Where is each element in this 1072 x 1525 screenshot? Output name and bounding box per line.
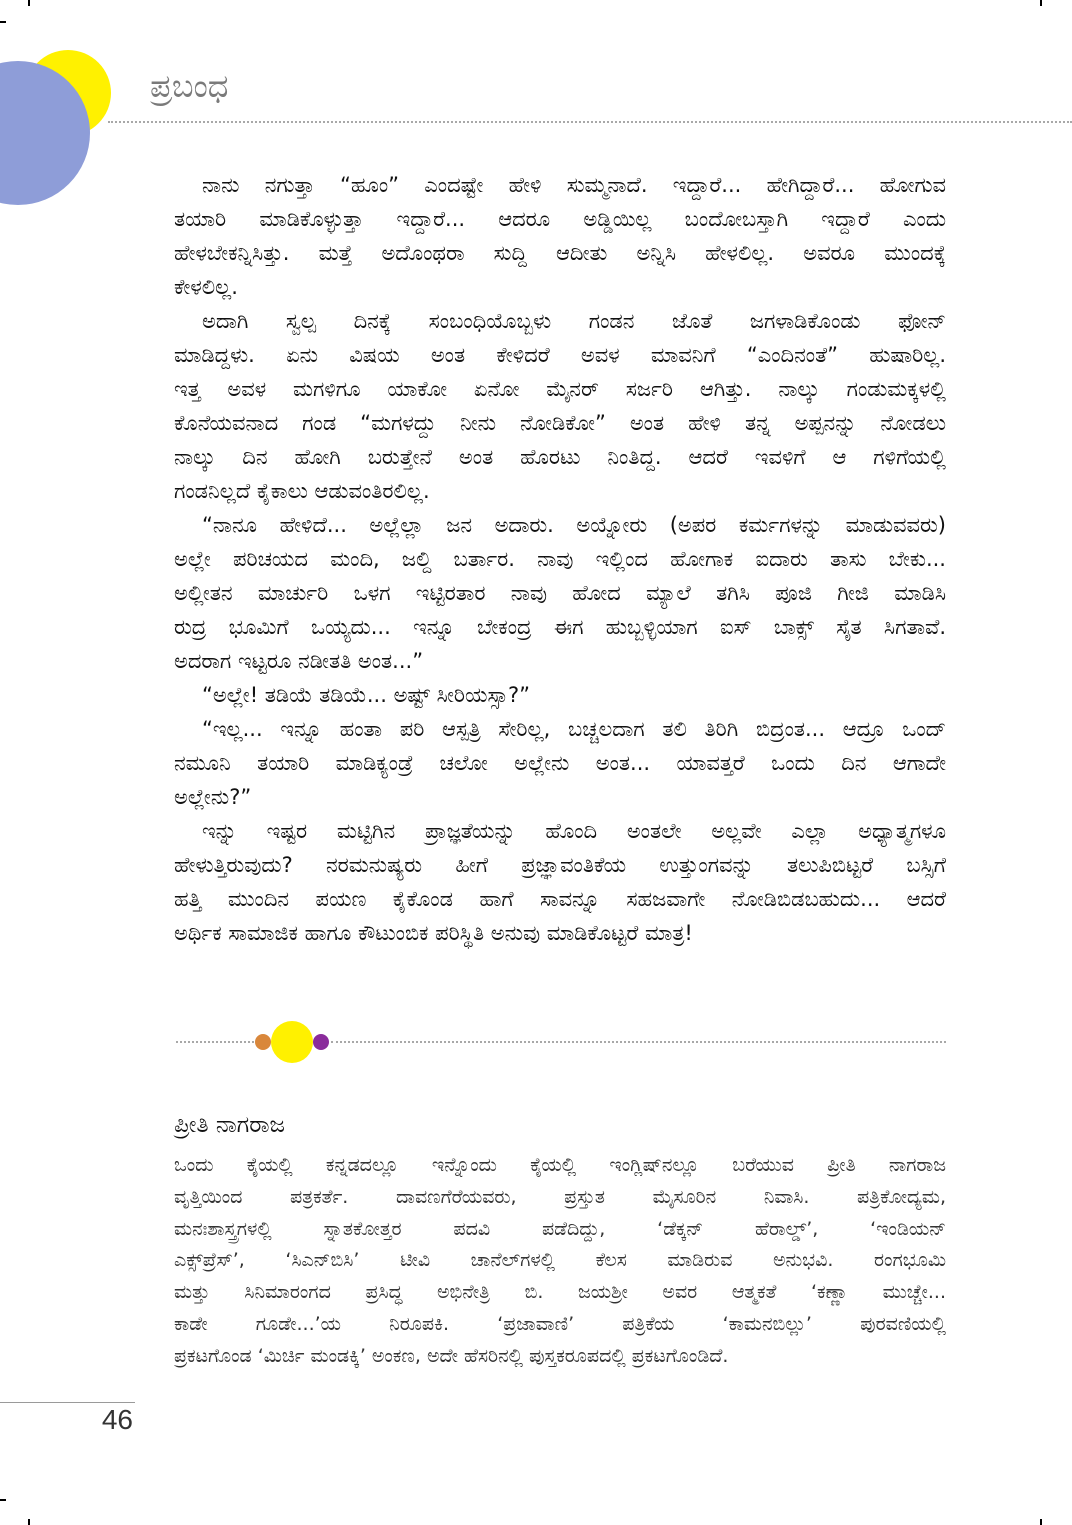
separator-dotted-rule bbox=[331, 1041, 946, 1043]
crop-mark bbox=[28, 1519, 30, 1525]
body-line: ರುದ್ರ ಭೂಮಿಗೆ ಒಯ್ಯದು... ಇನ್ನೂ ಬೇಕಂದ್ರ ಈಗ ಹುಬ್ಬಳ್ಳಿಯಾಗ ಐಸ್ ಬಾಕ್ಸ್ ಸೈತ ಸಿಗತಾವೆ. bbox=[174, 615, 946, 639]
bio-line: ಒಂದು ಕೈಯಲ್ಲಿ ಕನ್ನಡದಲ್ಲೂ ಇನ್ನೊಂದು ಕೈಯಲ್ಲಿ ಇಂಗ್ಲಿಷ್‌ನಲ್ಲೂ ಬರೆಯುವ ಪ್ರೀತಿ ನಾಗರಾಜ bbox=[174, 1154, 946, 1176]
bio-line: ಮನಃಶಾಸ್ತ್ರಗಳಲ್ಲಿ ಸ್ನಾತಕೋತ್ತರ ಪದವಿ ಪಡೆದಿದ್ದು, ‘ಡೆಕ್ಕನ್ ಹೆರಾಲ್ಡ್’, ‘ಇಂಡಿಯನ್ bbox=[174, 1217, 946, 1240]
section-title: ಪ್ರಬಂಧ bbox=[150, 67, 229, 105]
body-line: ಹತ್ತಿ ಮುಂದಿನ ಪಯಣ ಕೈಕೊಂಡ ಹಾಗೆ ಸಾವನ್ನೂ ಸಹಜವಾಗೇ ನೋಡಿಬಿಡಬಹುದು... ಆದರೆ bbox=[174, 887, 946, 911]
paragraph bbox=[174, 712, 946, 814]
body-line: “ಅಲ್ಲೇ! ತಡಿಯೆ ತಡಿಯೆ... ಅಷ್ಟ್ ಸೀರಿಯಸ್ಸಾ?” bbox=[202, 683, 531, 707]
bio-line: ಕಾಡೇ ಗೂಡೇ...’ಯ ನಿರೂಪಕಿ. ‘ಪ್ರಜಾವಾಣಿ’ ಪತ್ರಿಕೆಯ ‘ಕಾಮನಬಿಲ್ಲು’ ಪುರವಣಿಯಲ್ಲಿ bbox=[174, 1312, 946, 1335]
body-line: ಹೇಳುತ್ತಿರುವುದು? ನರಮನುಷ್ಯರು ಹೀಗೆ ಪ್ರಜ್ಞಾವಂತಿಕೆಯ ಉತ್ತುಂಗವನ್ನು ತಲುಪಿಬಿಟ್ಟರೆ ಬಸ್ಸಿಗೆ bbox=[174, 853, 946, 877]
body-line: “ನಾನೂ ಹೇಳಿದೆ... ಅಲ್ಲೆಲ್ಲಾ ಜನ ಅದಾರು. ಅಯ್ನೋರು (ಅಪರ ಕರ್ಮಗಳನ್ನು ಮಾಡುವವರು) bbox=[202, 513, 946, 537]
body-line: ನಾಲ್ಕು ದಿನ ಹೋಗಿ ಬರುತ್ತೇನೆ ಅಂತ ಹೊರಟು ನಿಂತಿದ್ದ. ಆದರೆ ಇವಳಿಗೆ ಆ ಗಳಿಗೆಯಲ್ಲಿ bbox=[174, 445, 946, 469]
author-name: ಪ್ರೀತಿ ನಾಗರಾಜ bbox=[174, 1112, 285, 1138]
body-line: ಕೇಳಲಿಲ್ಲ. bbox=[174, 275, 238, 299]
paragraph bbox=[174, 508, 946, 678]
body-line: ತಯಾರಿ ಮಾಡಿಕೊಳ್ಳುತ್ತಾ ಇದ್ದಾರೆ... ಆದರೂ ಅಡ್ಡಿಯಿಲ್ಲ ಬಂದೋಬಸ್ತಾಗಿ ಇದ್ದಾರೆ ಎಂದು bbox=[174, 207, 946, 231]
separator-yellow-dot bbox=[271, 1021, 313, 1063]
page-number: 46 bbox=[101, 1404, 133, 1435]
header-dotted-rule bbox=[108, 121, 1072, 123]
body-line: ಅದಾಗಿ ಸ್ವಲ್ಪ ದಿನಕ್ಕೆ ಸಂಬಂಧಿಯೊಬ್ಬಳು ಗಂಡನ ಜೊತೆ ಜಗಳಾಡಿಕೊಂಡು ಫೋನ್ bbox=[202, 309, 946, 333]
body-line: ನಾನು ನಗುತ್ತಾ “ಹೂಂ” ಎಂದಷ್ಟೇ ಹೇಳಿ ಸುಮ್ಮನಾದೆ. ಇದ್ದಾರೆ... ಹೇಗಿದ್ದಾರೆ... ಹೋಗುವ bbox=[202, 173, 946, 197]
author-bio bbox=[174, 1150, 946, 1373]
body-line: ಅರ್ಥಿಕ ಸಾಮಾಜಿಕ ಹಾಗೂ ಕೌಟುಂಬಿಕ ಪರಿಸ್ಥಿತಿ ಅನುವು ಮಾಡಿಕೊಟ್ಟರೆ ಮಾತ್ರ! bbox=[174, 921, 693, 945]
body-line: ಅಲ್ಲೀತನ ಮಾರ್ಚುರಿ ಒಳಗ ಇಟ್ಟಿರತಾರ ನಾವು ಹೋದ ಮ್ಯಾಲೆ ತಗಿಸಿ ಪೂಜಿ ಗೀಜಿ ಮಾಡಿಸಿ bbox=[174, 581, 946, 605]
crop-mark bbox=[1040, 1519, 1042, 1525]
body-line: “ಇಲ್ಲ... ಇನ್ನೂ ಹಂತಾ ಪರಿ ಆಸ್ಪತ್ರಿ ಸೇರಿಲ್ಲ, ಬಚ್ಚಲದಾಗ ತಲಿ ತಿರಿಗಿ ಬಿದ್ರಂತ... ಆದ್ರೂ ಒಂದ್ bbox=[202, 717, 946, 741]
crop-mark bbox=[0, 1499, 6, 1501]
paragraph bbox=[174, 168, 946, 304]
paragraph bbox=[174, 304, 946, 508]
bio-line: ಮತ್ತು ಸಿನಿಮಾರಂಗದ ಪ್ರಸಿದ್ಧ ಅಭಿನೇತ್ರಿ ಬಿ. ಜಯಶ್ರೀ ಅವರ ಆತ್ಮಕತೆ ‘ಕಣ್ಣಾ ಮುಚ್ಚೇ... bbox=[174, 1281, 946, 1304]
paragraph bbox=[174, 814, 946, 950]
crop-mark bbox=[1040, 0, 1042, 6]
bio-line: ವೃತ್ತಿಯಿಂದ ಪತ್ರಕರ್ತೆ. ದಾವಣಗೆರೆಯವರು, ಪ್ರಸ್ತುತ ಮೈಸೂರಿನ ನಿವಾಸಿ. ಪತ್ರಿಕೋದ್ಯಮ, bbox=[174, 1185, 946, 1208]
body-line: ನಮೂನಿ ತಯಾರಿ ಮಾಡಿಕ್ಯಂಡ್ರೆ ಚಲೋ ಅಲ್ಲೇನು ಅಂತ... ಯಾವತ್ತರೆ ಒಂದು ದಿನ ಆಗಾದೇ bbox=[174, 751, 946, 775]
separator-purple-dot bbox=[313, 1034, 329, 1050]
body-line: ಇನ್ನು ಇಷ್ಟರ ಮಟ್ಟಿಗಿನ ಪ್ರಾಜ್ಞತೆಯನ್ನು ಹೊಂದಿ ಅಂತಲೇ ಅಲ್ಲವೇ ಎಲ್ಲಾ ಅಧ್ಯಾತ್ಮಗಳೂ bbox=[202, 819, 946, 843]
body-line: ಹೇಳಬೇಕನ್ನಿಸಿತ್ತು. ಮತ್ತೆ ಅದೊಂಥರಾ ಸುದ್ದಿ ಆದೀತು ಅನ್ನಿಸಿ ಹೇಳಲಿಲ್ಲ. ಅವರೂ ಮುಂದಕ್ಕೆ bbox=[174, 241, 946, 265]
body-line: ಇತ್ತ ಅವಳ ಮಗಳಿಗೂ ಯಾಕೋ ಏನೋ ಮೈನರ್ ಸರ್ಜರಿ ಆಗಿತ್ತು. ನಾಲ್ಕು ಗಂಡುಮಕ್ಕಳಲ್ಲಿ bbox=[174, 377, 946, 401]
bio-line: ಎಕ್ಸ್‌ಪ್ರೆಸ್’, ‘ಸಿಎನ್‌ಬಿಸಿ’ ಟೀವಿ ಚಾನೆಲ್‌ಗಳಲ್ಲಿ ಕೆಲಸ ಮಾಡಿರುವ ಅನುಭವಿ. ರಂಗಭೂಮಿ bbox=[174, 1249, 946, 1272]
separator-dotted-rule bbox=[176, 1041, 254, 1043]
body-line: ಕೊನೆಯವನಾದ ಗಂಡ “ಮಗಳದ್ದು ನೀನು ನೋಡಿಕೋ” ಅಂತ ಹೇಳಿ ತನ್ನ ಅಪ್ಪನನ್ನು ನೋಡಲು bbox=[174, 411, 946, 435]
paragraph bbox=[174, 678, 946, 712]
body-line: ಅಲ್ಲೇನು?” bbox=[174, 785, 252, 809]
body-line: ಅಲ್ಲೇ ಪರಿಚಯದ ಮಂದಿ, ಜಲ್ದಿ ಬರ್ತಾರ. ನಾವು ಇಲ್ಲಿಂದ ಹೋಗಾಕ ಐದಾರು ತಾಸು ಬೇಕು... bbox=[174, 547, 946, 571]
body-line: ಗಂಡನಿಲ್ಲದೆ ಕೈಕಾಲು ಆಡುವಂತಿರಲಿಲ್ಲ. bbox=[174, 479, 430, 503]
bio-line: ಪ್ರಕಟಗೊಂಡ ‘ಮಿರ್ಚಿ ಮಂಡಕ್ಕಿ’ ಅಂಕಣ, ಅದೇ ಹೆಸರಿನಲ್ಲಿ ಪುಸ್ತಕರೂಪದಲ್ಲಿ ಪ್ರಕಟಗೊಂಡಿದೆ. bbox=[174, 1344, 729, 1367]
crop-mark bbox=[0, 21, 6, 23]
separator-orange-dot bbox=[255, 1034, 271, 1050]
body-line: ಮಾಡಿದ್ದಳು. ಏನು ವಿಷಯ ಅಂತ ಕೇಳಿದರೆ ಅವಳ ಮಾವನಿಗೆ “ಎಂದಿನಂತೆ” ಹುಷಾರಿಲ್ಲ. bbox=[174, 343, 946, 367]
crop-mark bbox=[28, 0, 30, 6]
body-line: ಅದರಾಗ ಇಟ್ಟರೂ ನಡೀತತಿ ಅಂತ...” bbox=[174, 649, 424, 673]
essay-body bbox=[174, 168, 946, 950]
